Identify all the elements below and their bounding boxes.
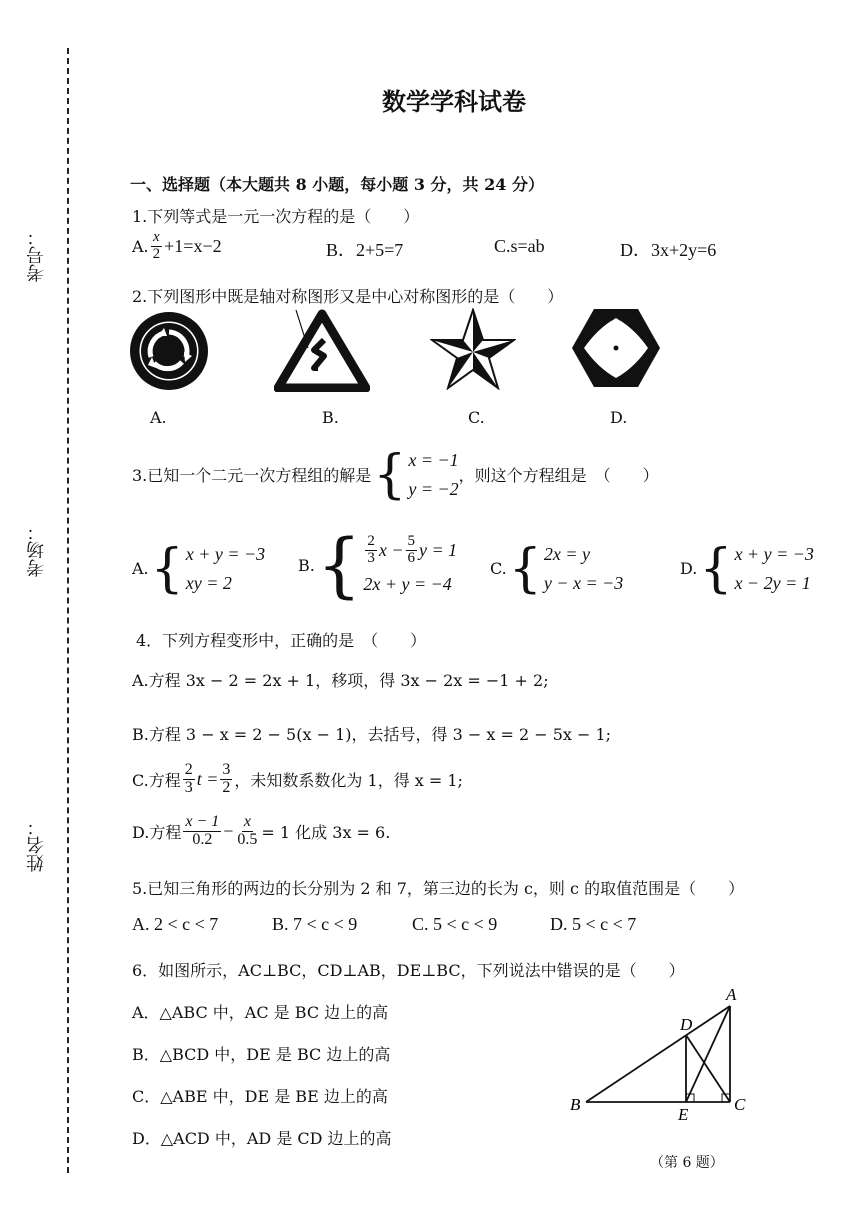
- q4-c-num1: 2: [184, 761, 193, 778]
- q2-figure-a-roundabout-icon[interactable]: [128, 310, 210, 392]
- point-label-d: D: [680, 1015, 693, 1034]
- q4-c-den1: 3: [184, 778, 193, 796]
- q6-option-c[interactable]: C．△ABE 中，DE 是 BE 边上的高: [132, 1087, 388, 1106]
- q3-b-brace: {: [316, 524, 362, 606]
- q3-stem-suffix: ，则这个方程组是 （ ）: [458, 466, 659, 486]
- q3-b-eq2: 2x + y = −4: [363, 573, 452, 594]
- segment-dc: [686, 1035, 730, 1102]
- q2-label-b: B.: [322, 408, 339, 427]
- q3-b-den1: 3: [367, 549, 375, 566]
- q4-d-num2: x: [243, 813, 251, 830]
- q3-d-eq1: x + y = −3: [734, 544, 814, 564]
- q6-option-a[interactable]: A．△ABC 中，AC 是 BC 边上的高: [132, 1003, 389, 1022]
- q3-a-eq1: x + y = −3: [185, 544, 266, 564]
- q3-c-label: C.: [490, 559, 507, 579]
- q6-option-b[interactable]: B．△BCD 中，DE 是 BC 边上的高: [132, 1045, 391, 1064]
- q6-stem: 6．如图所示，AC⊥BC，CD⊥AB，DE⊥BC，下列说法中错误的是（ ）: [132, 961, 685, 980]
- q4-d-prefix: D.方程: [132, 822, 182, 842]
- q3-b-label: B.: [298, 555, 315, 575]
- q2-figure-c-star-icon[interactable]: [430, 308, 516, 390]
- q1-option-b[interactable]: B．2+5=7: [326, 240, 404, 260]
- q1-option-a[interactable]: [132, 230, 222, 263]
- q4-option-c[interactable]: [132, 762, 463, 797]
- page-title: 数学学科试卷: [382, 88, 526, 116]
- q3-c-eq1: 2x = y: [543, 544, 590, 564]
- q5-stem: 5.已知三角形的两边的长分别为 2 和 7，第三边的长为 c，则 c 的取值范围是（ ）: [132, 879, 745, 898]
- q3-a-brace: {: [150, 538, 184, 599]
- point-label-e: E: [678, 1105, 689, 1124]
- q2-figure-b-warning-sign-icon[interactable]: [274, 308, 370, 392]
- q5-option-b[interactable]: B. 7 < c < 9: [272, 914, 358, 934]
- exam-room-label: 考场：: [26, 523, 47, 577]
- q3-c-brace: {: [508, 538, 542, 599]
- q4-c-suffix: ，未知数系数化为 1，得 x = 1;: [234, 770, 463, 790]
- q3-d-label: D.: [680, 559, 698, 579]
- q4-stem: 4．下列方程变形中，正确的是 （ ）: [136, 631, 427, 650]
- q3-b-mid: x −: [378, 539, 404, 560]
- q4-d-num1: x − 1: [185, 813, 220, 830]
- q4-d-suffix: = 1 化成 3x = 6.: [261, 822, 391, 842]
- q1-stem: 1.下列等式是一元一次方程的是（ ）: [132, 207, 420, 226]
- point-label-b: B: [570, 1095, 581, 1114]
- section-heading: 一、选择题（本大题共 8 小题，每小题 3 分，共 24 分）: [130, 175, 544, 194]
- q3-option-c[interactable]: [490, 540, 623, 598]
- q6-option-d[interactable]: D．△ACD 中，AD 是 CD 边上的高: [132, 1129, 392, 1148]
- q1-a-num: x: [153, 229, 160, 245]
- q3-stem-prefix: 3.已知一个二元一次方程组的解是: [132, 466, 372, 486]
- q4-d-minus: −: [223, 820, 234, 841]
- q1-a-den: 2: [152, 245, 161, 262]
- q3-d-brace: {: [699, 538, 733, 599]
- q2-label-c: C.: [468, 408, 485, 427]
- q4-option-b[interactable]: B.方程 3 − x = 2 − 5(x − 1)，去括号，得 3 − x = 2 − 5x − 1;: [132, 725, 612, 744]
- q3-d-eq2: x − 2y = 1: [734, 572, 811, 593]
- q2-stem: 2.下列图形中既是轴对称图形又是中心对称图形的是（ ）: [132, 287, 564, 306]
- q2-figure-d-hexagon-icon[interactable]: [570, 306, 662, 390]
- q5-option-a[interactable]: A. 2 < c < 7: [132, 914, 219, 934]
- q3-a-label: A.: [132, 559, 149, 579]
- q4-option-a[interactable]: A.方程 3x − 2 = 2x + 1，移项，得 3x − 2x = −1 + 2;: [132, 671, 549, 690]
- q3-solution: [408, 446, 458, 504]
- q2-label-d: D.: [610, 408, 628, 427]
- name-label: 姓名：: [26, 818, 47, 872]
- q2-label-a: A.: [150, 408, 167, 427]
- q3-option-b[interactable]: [298, 524, 458, 606]
- q3-option-a[interactable]: [132, 540, 265, 598]
- q6-geometry-figure: [568, 984, 768, 1124]
- point-label-a: A: [726, 985, 737, 1004]
- q5-option-d[interactable]: D. 5 < c < 7: [550, 914, 637, 934]
- q4-c-den2: 2: [222, 778, 231, 796]
- q3-b-den2: 6: [407, 549, 416, 566]
- q4-option-d[interactable]: [132, 814, 390, 849]
- q1-a-rest: +1=x−2: [164, 235, 222, 256]
- binding-dashed-line: [67, 48, 69, 1173]
- q3-c-eq2: y − x = −3: [543, 572, 624, 593]
- q3-stem: [132, 446, 659, 504]
- q5-option-c[interactable]: C. 5 < c < 9: [412, 914, 498, 934]
- q4-c-prefix: C.方程: [132, 770, 181, 790]
- q3-option-d[interactable]: [680, 540, 814, 598]
- q1-option-d[interactable]: D．3x+2y=6: [620, 240, 717, 260]
- q3-a-eq2: xy = 2: [185, 572, 232, 593]
- q4-d-den2: 0.5: [237, 830, 258, 848]
- q4-c-mid: t =: [196, 768, 219, 789]
- q1-a-fraction: [151, 230, 163, 263]
- q4-c-num2: 3: [222, 761, 231, 778]
- q3-b-num1: 2: [367, 533, 375, 550]
- q4-d-den1: 0.2: [192, 830, 213, 848]
- q3-b-end: y = 1: [419, 539, 458, 560]
- q3-sol-x: x = −1: [408, 450, 459, 470]
- exam-number-label: 考号：: [26, 228, 47, 282]
- q3-sol-y: y = −2: [408, 478, 459, 499]
- q6-figure-caption: （第 6 题）: [650, 1155, 724, 1171]
- point-label-c: C: [734, 1095, 746, 1114]
- q3-brace: {: [373, 444, 407, 505]
- q3-b-num2: 5: [407, 533, 416, 550]
- q1-a-prefix: A.: [132, 236, 149, 256]
- q1-option-c[interactable]: C.s=ab: [494, 236, 545, 256]
